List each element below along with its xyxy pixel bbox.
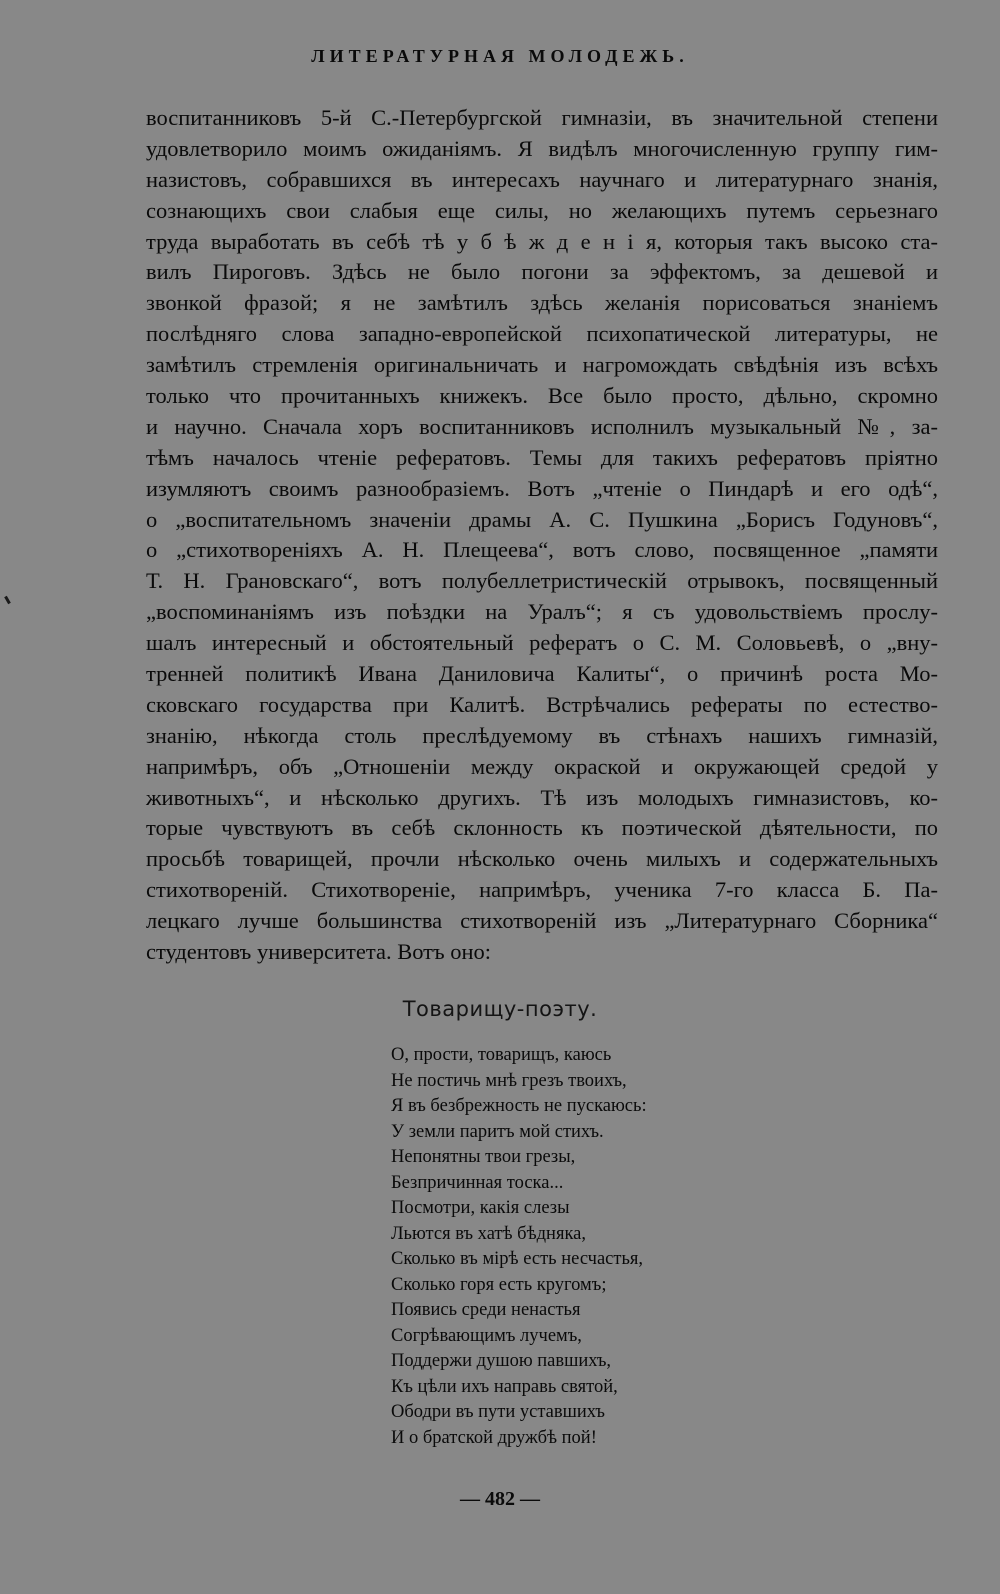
scan-speck-mark [4,596,11,604]
poem-line: Ободри въ пути уставшихъ [391,1402,605,1422]
body-line: животныхъ“, и нѣсколько другихъ. Тѣ изъ молодыхъ гимназистовъ, ко- [146,784,938,810]
running-title: ЛИТЕРАТУРНАЯ МОЛОДЕЖЬ. [311,46,689,66]
body-line: и научно. Сначала хоръ воспитанниковъ исполнилъ музыкальный №, за- [146,413,938,439]
poem-line: О, прости, товарищъ, каюсь [391,1045,612,1065]
body-line: напримѣръ, объ „Отношенiи между окраской и окружающей средой у [146,753,938,779]
body-line: торые чувствуютъ въ себѣ склонность къ поэтической дѣятельности, по [146,815,938,841]
body-line: вилъ Пироговъ. Здѣсь не было погони за эффектомъ, за дешевой и [146,259,938,285]
body-line: замѣтилъ стремленiя оригинальничать и нагромождать свѣдѣнiя изъ всѣхъ [146,352,938,378]
body-line: тренней политикѣ Ивана Даниловича Калиты“, о причинѣ роста Мо- [146,661,938,687]
poem-verses [391,1043,811,1451]
poem-title: Товарищу-поэту. [402,997,598,1021]
poem-line: Согрѣвающимъ лучемъ, [391,1325,582,1346]
body-line: шалъ интересный и обстоятельный рефератъ о С. М. Соловьевѣ, о „вну- [146,630,938,656]
body-line: студентовъ университета. Вотъ оно: [146,939,492,965]
body-line: о „стихотворенiяхъ А. Н. Плещеева“, вотъ слово, посвященное „памяти [146,537,938,563]
body-line: изумляютъ своимъ разнообразiемъ. Вотъ „чтенiе о Пиндарѣ и его одѣ“, [146,475,938,501]
poem-line: Непонятны твои грезы, [391,1147,576,1167]
poem-line: Льются въ хатѣ бѣдняка, [391,1223,586,1244]
page-number: — 482 — [460,1488,540,1510]
poem-line: Поддержи душою павшихъ, [391,1351,612,1371]
body-line: стихотворенiй. Стихотворенiе, напримѣръ, ученика 7-го класса Б. Па- [146,877,938,903]
poem-line: Сколько горя есть кругомъ; [391,1274,607,1295]
body-line: просьбѣ товарищей, прочли нѣсколько очень милыхъ и содержательныхъ [146,846,938,872]
body-line: труда выработать въ себѣ тѣ у б ѣ ж д е н i я, которыя такъ высоко ста- [146,228,938,254]
poem-line: Не постичь мнѣ грезъ твоихъ, [391,1070,627,1091]
body-line: послѣдняго слова западно-европейской психопатической литературы, не [146,321,938,347]
poem-line: И о братской дружбѣ пой! [391,1427,597,1448]
body-line: сознающихъ свои слабыя еще силы, но желающихъ путемъ серьезнаго [146,197,938,223]
poem-line: У земли паритъ мой стихъ. [391,1121,604,1142]
body-line: удовлетворило моимъ ожиданiямъ. Я видѣлъ многочисленную группу гим- [146,135,938,161]
body-paragraph [146,103,938,968]
body-line: о „воспитательномъ значенiи драмы А. С. Пушкина „Борисъ Годуновъ“, [146,506,938,532]
body-line: тѣмъ началось чтенiе рефератовъ. Темы для такихъ рефератовъ прiятно [146,444,938,470]
body-line: Т. Н. Грановскаго“, вотъ полубеллетристическiй отрывокъ, посвященный [146,568,938,594]
poem-line: Посмотри, какiя слезы [391,1198,570,1218]
body-line: звонкой фразой; я не замѣтилъ здѣсь желанiя порисоваться знанiемъ [146,290,938,316]
body-line: лецкаго лучше большинства стихотворенiй изъ „Литературнаго Сборника“ [146,908,938,934]
body-line: воспитанниковъ 5-й С.-Петербургской гимназiи, въ значительной степени [146,105,938,130]
poem-line: Къ цѣли ихъ направь святой, [391,1376,618,1397]
body-line: сковскаго государства при Калитѣ. Встрѣчались рефераты по естество- [146,691,938,717]
body-line: „воспоминанiямъ изъ поѣздки на Уралъ“; я съ удовольствiемъ прослу- [146,599,938,625]
body-line: знанiю, нѣкогда столь преслѣдуемому въ стѣнахъ нашихъ гимназiй, [146,722,938,748]
body-line: назистовъ, собравшихся въ интересахъ научнаго и литературнаго знанiя, [146,166,938,192]
poem-line: Появись среди ненастья [391,1300,581,1320]
body-line: только что прочитанныхъ книжекъ. Все было просто, дѣльно, скромно [146,383,938,409]
poem-line: Я въ безбрежность не пускаюсь: [391,1096,647,1116]
poem-line: Сколько въ мiрѣ есть несчастья, [391,1249,644,1269]
poem-line: Безпричинная тоска... [391,1172,564,1193]
